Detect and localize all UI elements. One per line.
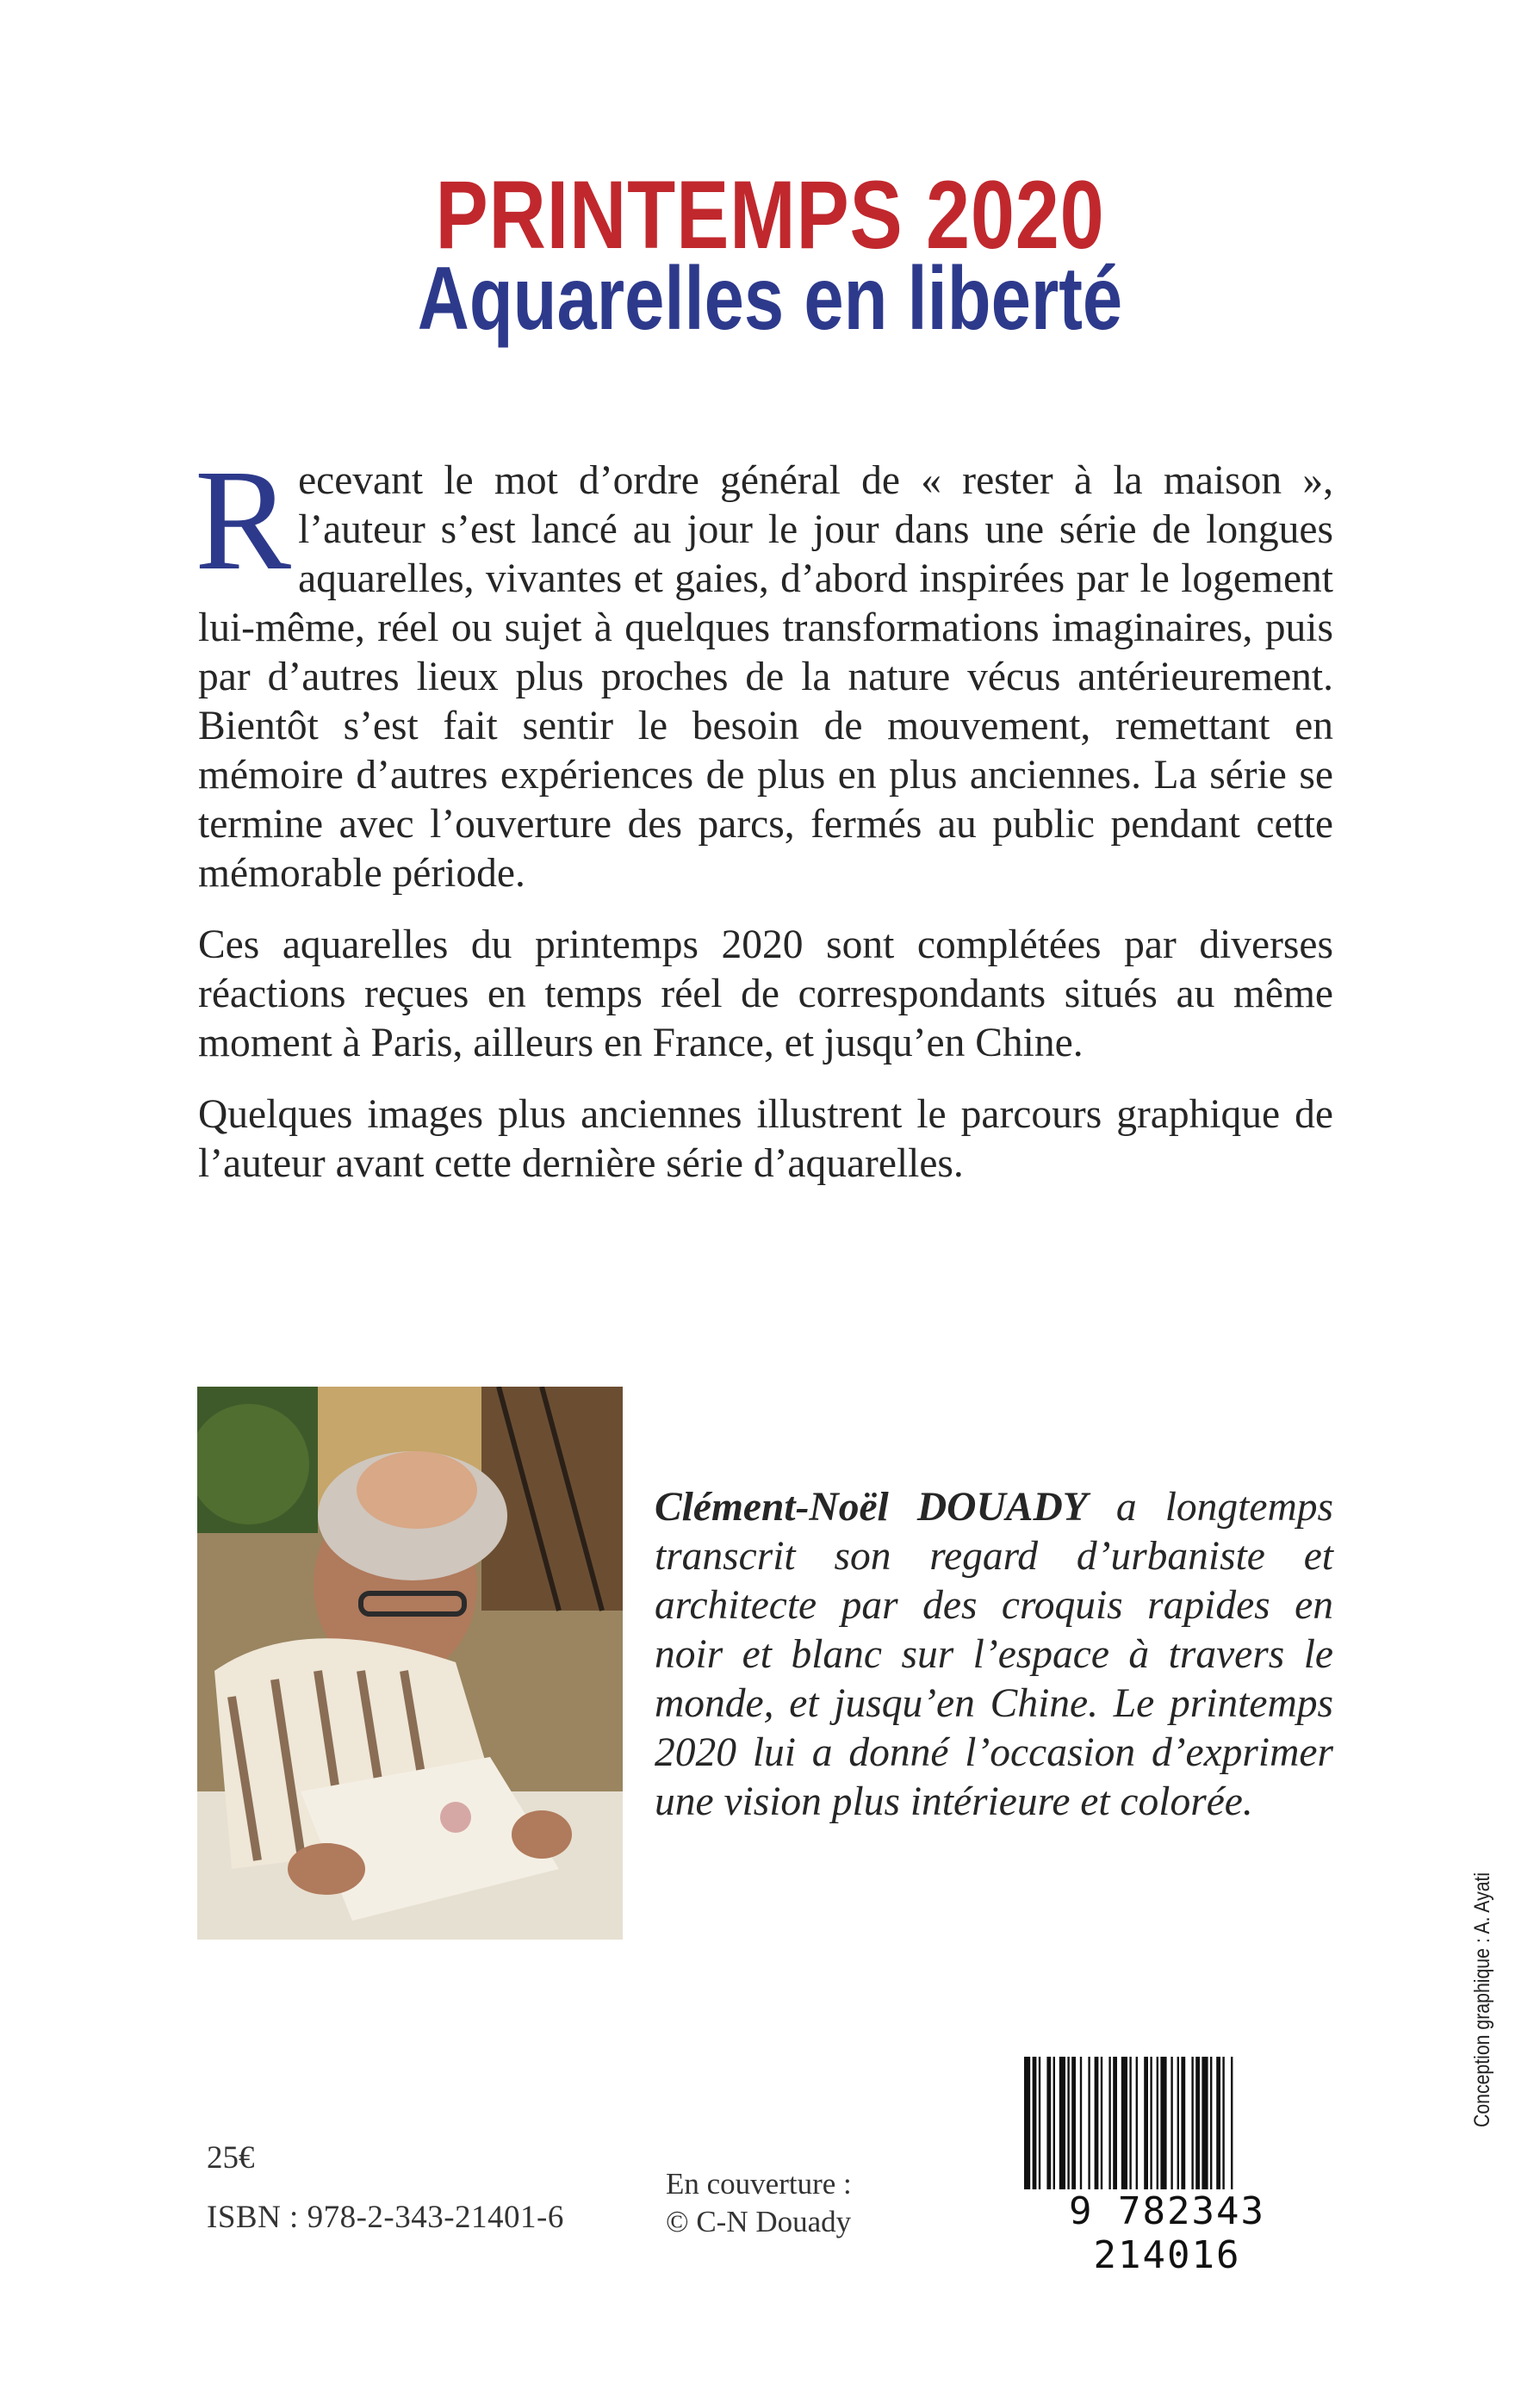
author-name: Clément-Noël DOUADY (655, 1485, 1088, 1530)
blurb-paragraph-1-text: ecevant le mot d’ordre général de « rester à la maison », l’auteur s’est lancé au jour le jour dans une série de longues aquarelles, vivantes et gaies, d’abord inspirées par le logement lui-même, réel ou sujet à quelques transformations imaginaires, puis par d’autres lieux plus proches de la nature vécus antérieurement. Bientôt s’est fait sentir le besoin de mouvement, remettant en mémoire d’autres expériences de plus en plus anciennes. La série se termine avec l’ouverture des parcs, fermés au public pendant cette mémorable période. (198, 458, 1333, 896)
cover-credit-line-2: © C-N Douady (666, 2205, 852, 2238)
author-photo-illustration (197, 1387, 623, 1940)
author-bio-text: a longtemps transcrit son regard d’urbaniste et architecte par des croquis rapides en noir et blanc sur l’espace à travers le monde, et jusqu’en Chine. Le printemps 2020 lui a donné l’occasion d’exprimer une vision plus intérieure et colorée. (655, 1485, 1334, 1824)
barcode-digits: 9 782343 214016 (995, 2189, 1339, 2277)
author-photo (197, 1387, 623, 1940)
design-credit: Conception graphique : A. Ayati (1470, 1872, 1494, 2127)
blurb-paragraph-2: Ces aquarelles du printemps 2020 sont complétées par diverses réactions reçues en temps réel de correspondants situés au même moment à Paris, ailleurs en France, et jusqu’en Chine. (198, 922, 1333, 1065)
isbn: ISBN : 978-2-343-21401-6 (207, 2200, 564, 2235)
cover-credit (666, 2165, 852, 2241)
book-subtitle: Aquarelles en liberté (417, 249, 1123, 349)
blurb-paragraph-1 (195, 440, 1333, 898)
price: 25€ (207, 2140, 255, 2176)
cover-credit-line-1: En couverture : (666, 2167, 852, 2201)
blurb-paragraph-3: Quelques images plus anciennes illustrent le parcours graphique de l’auteur avant cette dernière série d’aquarelles. (198, 1092, 1333, 1186)
book-title: PRINTEMPS 2020 (435, 161, 1105, 269)
blurb (195, 440, 1333, 1211)
author-bio (655, 1483, 1333, 1827)
dropcap-letter: R (195, 440, 292, 600)
